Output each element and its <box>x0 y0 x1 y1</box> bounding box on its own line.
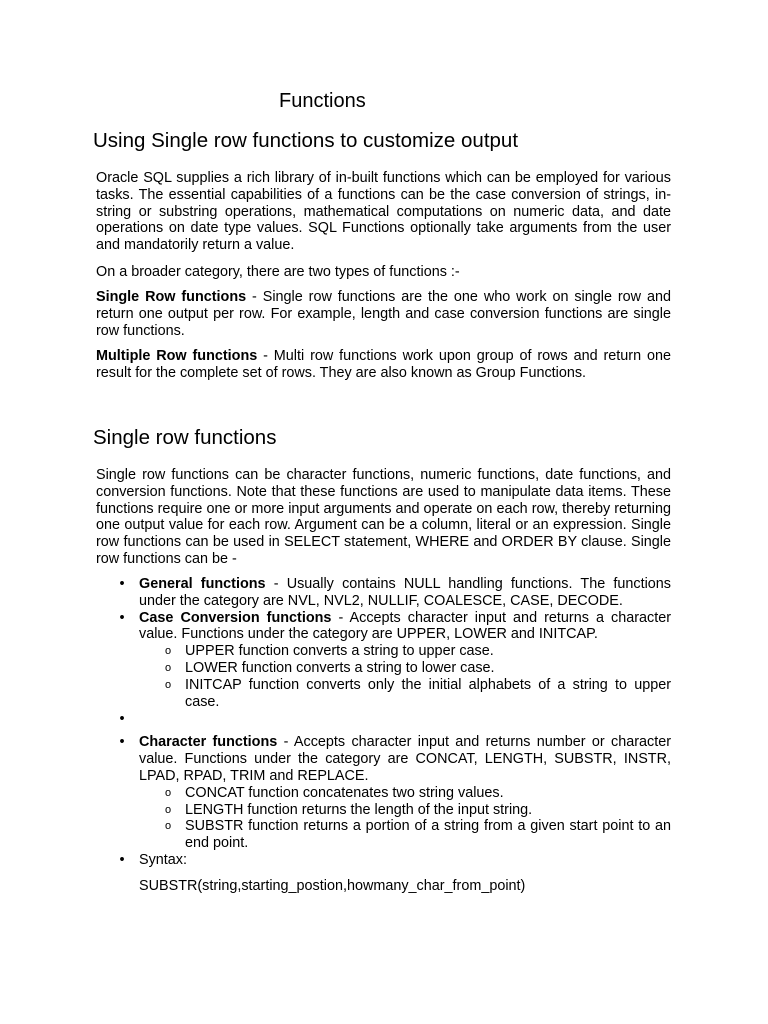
list-item: o UPPER function converts a string to upper case. <box>164 643 494 660</box>
section-heading-single-row: Single row functions <box>93 426 277 449</box>
list-item: o LENGTH function returns the length of the input string. <box>164 801 533 818</box>
character-functions-description: - Accepts character input and returns number or character value. Functions under the category are CONCAT, LENGTH, SUBSTR, INSTR, LPAD, RPAD, TRIM and REPLACE. <box>139 734 671 784</box>
syntax-label: Syntax: <box>139 851 187 868</box>
multiple-row-description: - Multi row functions work upon group of rows and return one result for the complete set of rows. They are also known as Group Functions. <box>96 348 671 381</box>
list-item: o SUBSTR function returns a portion of a string from a given start point to an end point. <box>164 818 671 852</box>
bullet-icon: • <box>119 734 125 751</box>
bullet-icon: • <box>119 609 125 626</box>
list-item-case-conversion-functions <box>96 610 671 711</box>
intro-paragraph: Oracle SQL supplies a rich library of in-built functions which can be employed for various tasks. The essential capabilities of a functions can be the case conversion of strings, in-string or substring operations, mathematical computations on numeric data, and date operations on date type values. SQL Functions optionally take arguments from the user and mandatorily return a value. <box>96 170 671 254</box>
bullet-icon: • <box>119 711 125 728</box>
function-category-list <box>96 576 671 895</box>
circle-bullet-icon: o <box>164 678 172 691</box>
list-item-general-functions <box>96 576 671 610</box>
page-title: Functions <box>279 90 366 112</box>
case-conversion-term: Case Conversion functions <box>139 609 332 626</box>
list-item: o CONCAT function concatenates two string values. <box>164 784 504 801</box>
category-paragraph: On a broader category, there are two types of functions :- <box>96 264 460 280</box>
list-item-syntax <box>96 852 671 895</box>
multiple-row-definition <box>96 348 671 382</box>
general-functions-description: - Usually contains NULL handling functions. The functions under the category are NVL, NVL2, NULLIF, COALESCE, CASE, DECODE. <box>139 576 671 609</box>
syntax-code: SUBSTR(string,starting_postion,howmany_char_from_point) <box>139 877 526 894</box>
character-functions-sublist <box>139 785 671 852</box>
section-heading-customize-output: Using Single row functions to customize output <box>93 129 519 152</box>
bullet-icon: • <box>119 851 125 868</box>
list-item: o LOWER function converts a string to lower case. <box>164 659 495 676</box>
single-row-term: Single Row functions <box>96 289 247 305</box>
circle-bullet-icon: o <box>164 661 172 674</box>
list-item-character-functions <box>96 734 671 852</box>
multiple-row-term: Multiple Row functions <box>96 348 258 364</box>
bullet-icon: • <box>119 576 125 592</box>
circle-bullet-icon: o <box>164 645 172 658</box>
case-conversion-sublist <box>139 643 671 710</box>
circle-bullet-icon: o <box>164 820 172 833</box>
general-functions-term: General functions <box>139 576 266 592</box>
single-row-description: - Single row functions are the one who work on single row and return one output per row. For example, length and case conversion functions are single row functions. <box>96 289 671 339</box>
circle-bullet-icon: o <box>164 803 172 816</box>
circle-bullet-icon: o <box>164 786 172 799</box>
case-conversion-description: - Accepts character input and returns a character value. Functions under the category are UPPER, LOWER and INITCAP. <box>139 609 671 643</box>
single-row-definition <box>96 289 671 339</box>
single-row-intro-paragraph: Single row functions can be character functions, numeric functions, date functions, and conversion functions. Note that these functions are used to manipulate data items. These functions require one or more input arguments and operate on each row, thereby returning one output value for each row. Argument can be a column, literal or an expression. Single row functions can be used in SELECT statement, WHERE and ORDER BY clause. Single row functions can be - <box>96 467 671 567</box>
character-functions-term: Character functions <box>139 734 278 751</box>
list-item-empty <box>96 711 671 728</box>
list-item: o INITCAP function converts only the initial alphabets of a string to upper case. <box>164 676 671 710</box>
